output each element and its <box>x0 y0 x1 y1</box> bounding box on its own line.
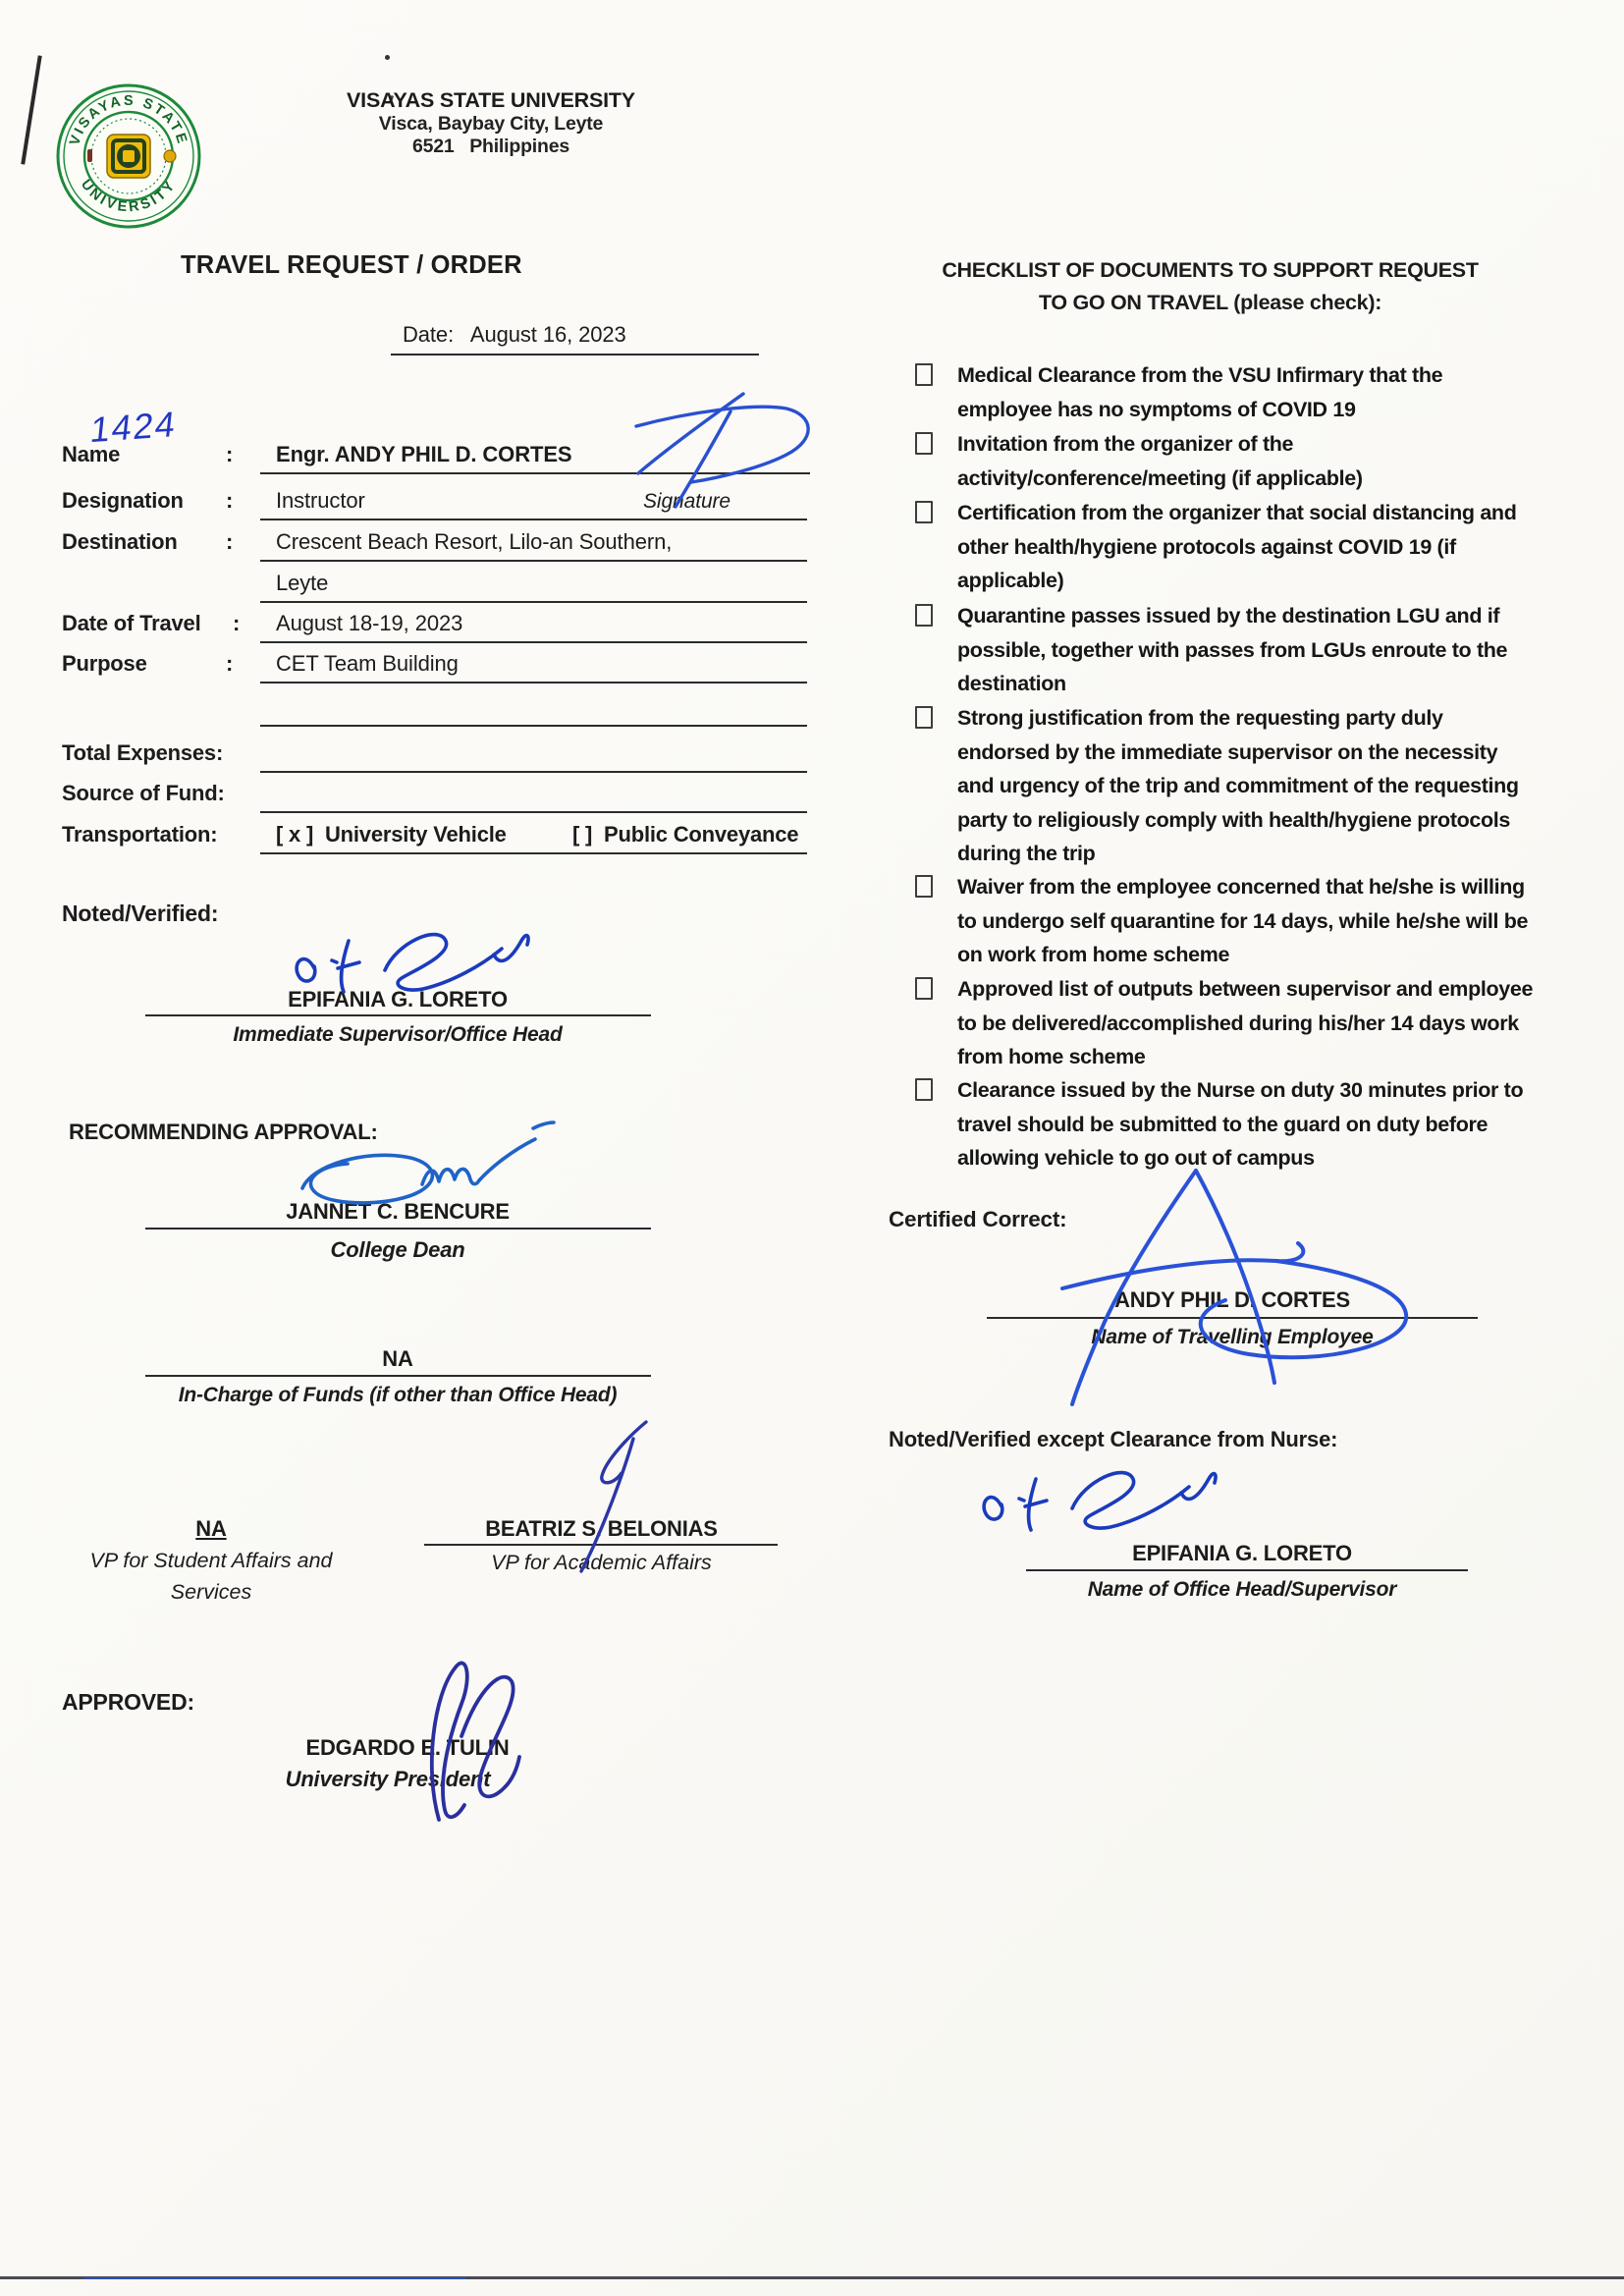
university-seal-logo <box>55 82 202 230</box>
vp-student-title-line2: Services <box>170 1580 252 1604</box>
pen-stroke-artifact <box>21 55 41 164</box>
dean-name: JANNET C. BENCURE <box>286 1199 510 1224</box>
destination-underline-1 <box>260 560 807 562</box>
checkbox-icon <box>915 501 933 523</box>
vp-student-title-line1: VP for Student Affairs and <box>89 1549 333 1572</box>
purpose-colon: : <box>226 651 234 676</box>
destination-value-line2: Leyte <box>276 571 329 595</box>
name-label: Name <box>62 442 121 466</box>
date-row <box>403 322 626 348</box>
checkbox-icon <box>915 1078 933 1101</box>
name-value: Engr. ANDY PHIL D. CORTES <box>276 442 572 466</box>
checkbox-icon <box>915 432 933 455</box>
document-title: TRAVEL REQUEST / ORDER <box>181 251 522 279</box>
checklist-item-text: Approved list of outputs between supervisor and employee to be delivered/accomplished during his/her 14 days work from home scheme <box>957 977 1534 1069</box>
source-of-fund-label: Source of Fund: <box>62 781 225 805</box>
university-name: VISAYAS STATE UNIVERSITY <box>347 88 635 112</box>
checklist-item <box>915 1073 1534 1175</box>
office-head-name: EPIFANIA G. LORETO <box>1132 1541 1352 1565</box>
dean-underline <box>145 1228 651 1230</box>
checklist-item-text: Clearance issued by the Nurse on duty 30 minutes prior to travel should be submitted to the guard on duty before allowing vehicle to go out of campus <box>957 1078 1524 1171</box>
checklist-item-text: Quarantine passes issued by the destination LGU and if possible, together with passes from LGUs enroute to the destination <box>957 604 1508 696</box>
funds-title: In-Charge of Funds (if other than Office Head) <box>178 1384 618 1406</box>
checklist-item <box>915 870 1534 972</box>
checklist-item <box>915 427 1534 495</box>
checklist-item-text: Medical Clearance from the VSU Infirmary that the employee has no symptoms of COVID 19 <box>957 363 1443 421</box>
vp-academic-underline <box>424 1544 778 1546</box>
checkbox-icon <box>915 604 933 627</box>
checklist-title-line2: TO GO ON TRAVEL (please check): <box>1038 291 1382 314</box>
university-vehicle-label: University Vehicle <box>324 822 507 847</box>
destination-label: Destination <box>62 529 178 554</box>
university-address-line2: 6521 Philippines <box>411 136 570 157</box>
checklist-item <box>915 701 1534 871</box>
office-head-underline <box>1026 1569 1468 1571</box>
travelling-employee-title: Name of Travelling Employee <box>1091 1326 1374 1348</box>
checklist-item-text: Invitation from the organizer of the activity/conference/meeting (if applicable) <box>957 432 1363 490</box>
checkbox-icon <box>915 977 933 1000</box>
noted-except-nurse-label: Noted/Verified except Clearance from Nurse: <box>889 1427 1338 1451</box>
designation-value: Instructor <box>276 488 365 513</box>
checklist-item <box>915 599 1534 701</box>
checklist-item-text: Strong justification from the requesting party duly endorsed by the immediate supervisor on the necessity and urgency of the trip and commitment of the requesting party to religiously comply with health/hygiene protocols during the trip <box>957 706 1519 866</box>
name-underline <box>260 472 810 474</box>
vp-student-name: NA <box>195 1516 227 1541</box>
public-conveyance-checkbox: [ ] <box>572 822 593 847</box>
destination-value-line1: Crescent Beach Resort, Lilo-an Southern, <box>276 529 673 554</box>
office-head-title: Name of Office Head/Supervisor <box>1087 1578 1397 1601</box>
approved-label: APPROVED: <box>62 1689 194 1715</box>
checkbox-icon <box>915 363 933 386</box>
vp-academic-name: BEATRIZ S. BELONIAS <box>485 1516 718 1541</box>
supervisor-underline <box>145 1014 651 1016</box>
seal-text-top: VISAYAS STATE <box>67 92 190 148</box>
recommending-approval-label: RECOMMENDING APPROVAL: <box>69 1120 378 1144</box>
transportation-label: Transportation: <box>62 822 218 847</box>
date-label: Date: <box>403 322 455 347</box>
name-colon: : <box>226 442 234 466</box>
letterhead <box>295 88 687 158</box>
travelling-employee-name: ANDY PHIL D. CORTES <box>1114 1287 1350 1312</box>
checklist-item <box>915 358 1534 426</box>
purpose-value: CET Team Building <box>276 651 459 676</box>
source-of-fund-underline <box>260 811 807 813</box>
date-underline <box>391 354 759 355</box>
supervisor-name: EPIFANIA G. LORETO <box>288 987 508 1011</box>
total-expenses-underline <box>260 771 807 773</box>
checklist-item-text: Certification from the organizer that social distancing and other health/hygiene protocols against COVID 19 (if applicable) <box>957 501 1517 593</box>
funds-underline <box>145 1375 651 1377</box>
speck-artifact <box>385 55 390 60</box>
purpose-underline <box>260 682 807 683</box>
date-of-travel-value: August 18-19, 2023 <box>276 611 463 635</box>
public-conveyance-label: Public Conveyance <box>604 822 799 847</box>
president-title: University President <box>285 1767 491 1791</box>
handwritten-tracking-number: 1424 <box>87 403 180 451</box>
checklist-item-text: Waiver from the employee concerned that he/she is willing to undergo self quarantine for 14 days, while he/she will be on work from home scheme <box>957 875 1529 967</box>
total-expenses-label: Total Expenses: <box>62 740 224 765</box>
purpose-label: Purpose <box>62 651 147 676</box>
checkbox-icon <box>915 875 933 898</box>
president-name: EDGARDO E. TULIN <box>305 1735 510 1760</box>
university-vehicle-checkbox: [ x ] <box>276 822 314 847</box>
travelling-employee-underline <box>987 1317 1478 1319</box>
certified-correct-label: Certified Correct: <box>889 1207 1067 1231</box>
blank-underline <box>260 725 807 727</box>
vp-academic-title: VP for Academic Affairs <box>491 1551 712 1574</box>
university-address-line1: Visca, Baybay City, Leyte <box>378 113 604 135</box>
date-of-travel-colon: : <box>233 611 241 635</box>
supervisor-title: Immediate Supervisor/Office Head <box>233 1023 563 1046</box>
designation-label: Designation <box>62 488 184 513</box>
checklist-title-line1: CHECKLIST OF DOCUMENTS TO SUPPORT REQUEST <box>942 258 1479 282</box>
date-of-travel-underline <box>260 641 807 643</box>
funds-name: NA <box>382 1346 413 1371</box>
date-value: August 16, 2023 <box>469 322 626 347</box>
scan-bottom-edge-blue <box>83 2277 466 2279</box>
signature-beatriz-belonias <box>581 1422 646 1571</box>
seal-text-bottom: UNIVERSITY <box>77 177 181 216</box>
transport-option-university-vehicle <box>276 822 507 847</box>
destination-underline-2 <box>260 601 807 603</box>
checklist-item <box>915 496 1534 598</box>
designation-underline <box>260 519 807 520</box>
signature-caption: Signature <box>643 490 731 513</box>
transportation-underline <box>260 852 807 854</box>
destination-colon: : <box>226 529 234 554</box>
dean-title: College Dean <box>330 1237 465 1262</box>
date-of-travel-label: Date of Travel <box>62 611 201 635</box>
checkbox-icon <box>915 706 933 729</box>
checklist-item <box>915 972 1534 1074</box>
noted-verified-label: Noted/Verified: <box>62 901 219 926</box>
signature-epifania-loreto <box>297 935 528 992</box>
designation-colon: : <box>226 488 234 513</box>
transport-option-public-conveyance <box>572 822 798 847</box>
